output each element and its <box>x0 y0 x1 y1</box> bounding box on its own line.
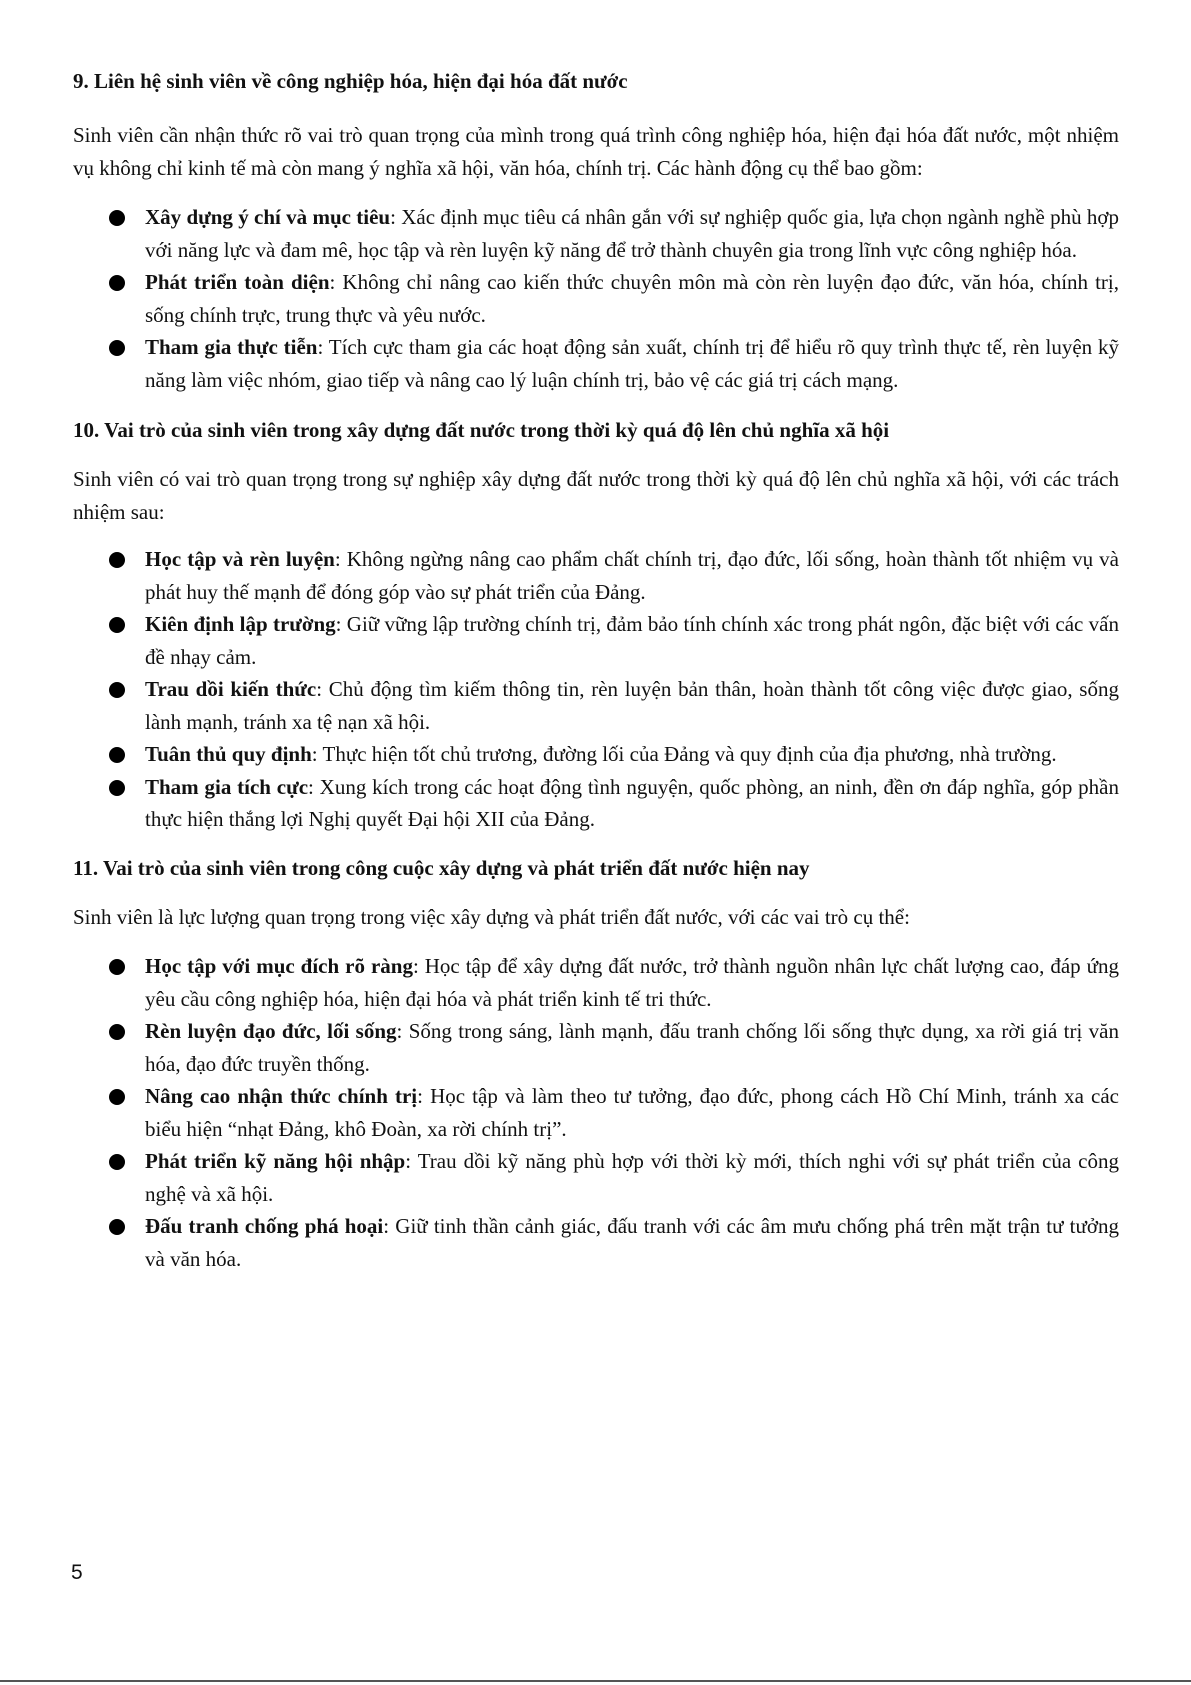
section-intro: Sinh viên có vai trò quan trọng trong sự nghiệp xây dựng đất nước trong thời kỳ quá độ lên chủ nghĩa xã hội, với các trách nhiệm sau: <box>73 467 1119 524</box>
item-term: Học tập và rèn luyện <box>145 547 335 571</box>
item-term: Nâng cao nhận thức chính trị <box>145 1084 418 1108</box>
list-item <box>73 266 1119 331</box>
section-heading: 9. Liên hệ sinh viên về công nghiệp hóa, hiện đại hóa đất nước <box>73 69 628 93</box>
item-term: Trau dồi kiến thức <box>145 677 317 701</box>
bullet-icon <box>109 210 125 226</box>
bullet-icon <box>109 552 125 568</box>
section-heading: 10. Vai trò của sinh viên trong xây dựng đất nước trong thời kỳ quá độ lên chủ nghĩa xã hội <box>73 418 890 442</box>
page-number: 5 <box>71 1561 83 1584</box>
bullet-icon <box>109 275 125 291</box>
list-item <box>73 673 1119 738</box>
list-item <box>73 738 1119 771</box>
item-text: : Xác định mục tiêu cá nhân gắn với sự nghiệp quốc gia, lựa chọn ngành nghề phù hợp với năng lực và đam mê, học tập và rèn luyện kỹ năng để trở thành chuyên gia trong lĩnh vực công nghiệp hóa. <box>145 205 1120 262</box>
bullet-list <box>73 543 1119 836</box>
item-text: : Tích cực tham gia các hoạt động sản xuất, chính trị để hiểu rõ quy trình thực tế, rèn luyện kỹ năng làm việc nhóm, giao tiếp và nâng cao lý luận chính trị, bảo vệ các giá trị cách mạng. <box>145 335 1120 392</box>
section-heading: 11. Vai trò của sinh viên trong công cuộc xây dựng và phát triển đất nước hiện nay <box>73 855 810 880</box>
bullet-icon <box>109 1024 125 1040</box>
bullet-list <box>73 201 1119 396</box>
bullet-icon <box>109 617 125 633</box>
item-term: Học tập với mục đích rõ ràng <box>145 954 413 978</box>
bullet-icon <box>109 780 125 796</box>
item-text: : Trau dồi kỹ năng phù hợp với thời kỳ mới, thích nghi với sự phát triển của công nghệ và xã hội. <box>145 1149 1119 1206</box>
list-item <box>73 543 1119 608</box>
item-text: : Không chỉ nâng cao kiến thức chuyên môn mà còn rèn luyện đạo đức, văn hóa, chính trị, sống chính trực, trung thực và yêu nước. <box>145 270 1119 327</box>
section-intro: Sinh viên là lực lượng quan trọng trong việc xây dựng và phát triển đất nước, với các vai trò cụ thể: <box>73 904 910 929</box>
item-text: : Học tập và làm theo tư tưởng, đạo đức, phong cách Hồ Chí Minh, tránh xa các biểu hiện “nhạt Đảng, khô Đoàn, xa rời chính trị”. <box>145 1084 1119 1141</box>
list-item <box>73 771 1119 836</box>
list-item <box>73 950 1119 1015</box>
section-10 <box>73 415 1119 836</box>
item-term: Tham gia tích cực <box>145 774 309 799</box>
list-item <box>73 608 1119 673</box>
item-text: : Học tập để xây dựng đất nước, trở thành nguồn nhân lực chất lượng cao, đáp ứng yêu cầu công nghiệp hóa, hiện đại hóa và phát triển kinh tế tri thức. <box>145 954 1119 1011</box>
section-9 <box>73 66 1119 396</box>
bullet-icon <box>109 1154 125 1170</box>
bullet-list <box>73 950 1119 1275</box>
item-term: Xây dựng ý chí và mục tiêu <box>145 205 391 229</box>
item-text: : Giữ tinh thần cảnh giác, đấu tranh với các âm mưu chống phá trên mặt trận tư tưởng và văn hóa. <box>145 1214 1119 1271</box>
bullet-icon <box>109 1089 125 1105</box>
item-text: : Giữ vững lập trường chính trị, đảm bảo tính chính xác trong phát ngôn, đặc biệt với các vấn đề nhạy cảm. <box>145 612 1119 669</box>
bullet-icon <box>109 682 125 698</box>
item-text: : Chủ động tìm kiếm thông tin, rèn luyện bản thân, hoàn thành tốt công việc được giao, sống lành mạnh, tránh xa tệ nạn xã hội. <box>145 677 1119 734</box>
item-term: Tuân thủ quy định <box>145 742 312 766</box>
list-item <box>73 331 1119 396</box>
bottom-divider <box>0 1680 1191 1682</box>
item-term: Phát triển toàn diện <box>145 270 330 294</box>
section-intro: Sinh viên cần nhận thức rõ vai trò quan trọng của mình trong quá trình công nghiệp hóa, hiện đại hóa đất nước, một nhiệm vụ không chỉ kinh tế mà còn mang ý nghĩa xã hội, văn hóa, chính trị. Các hành động cụ thể bao gồm: <box>73 123 1119 180</box>
section-11 <box>73 853 1119 1276</box>
list-item <box>73 1210 1119 1275</box>
bullet-icon <box>109 340 125 356</box>
list-item <box>73 1080 1119 1145</box>
list-item <box>73 1015 1119 1080</box>
item-term: Tham gia thực tiễn <box>145 335 318 359</box>
list-item <box>73 201 1119 266</box>
item-term: Đấu tranh chống phá hoại <box>145 1214 384 1238</box>
bullet-icon <box>109 747 125 763</box>
item-term: Phát triển kỹ năng hội nhập <box>145 1149 406 1173</box>
item-text: : Sống trong sáng, lành mạnh, đấu tranh chống lối sống thực dụng, xa rời giá trị văn hóa, đạo đức truyền thống. <box>145 1019 1119 1076</box>
bullet-icon <box>109 1219 125 1235</box>
item-text: : Thực hiện tốt chủ trương, đường lối của Đảng và quy định của địa phương, nhà trường. <box>311 742 1057 766</box>
bullet-icon <box>109 959 125 975</box>
item-text: : Xung kích trong các hoạt động tình nguyện, quốc phòng, an ninh, đền ơn đáp nghĩa, góp phần thực hiện thắng lợi Nghị quyết Đại hội XII của Đảng. <box>145 774 1119 831</box>
item-text: : Không ngừng nâng cao phẩm chất chính trị, đạo đức, lối sống, hoàn thành tốt nhiệm vụ và phát huy thế mạnh để đóng góp vào sự phát triển của Đảng. <box>145 547 1119 604</box>
document-page <box>73 66 1119 1275</box>
list-item <box>73 1145 1119 1210</box>
item-term: Kiên định lập trường <box>145 612 336 636</box>
item-term: Rèn luyện đạo đức, lối sống <box>145 1019 397 1043</box>
